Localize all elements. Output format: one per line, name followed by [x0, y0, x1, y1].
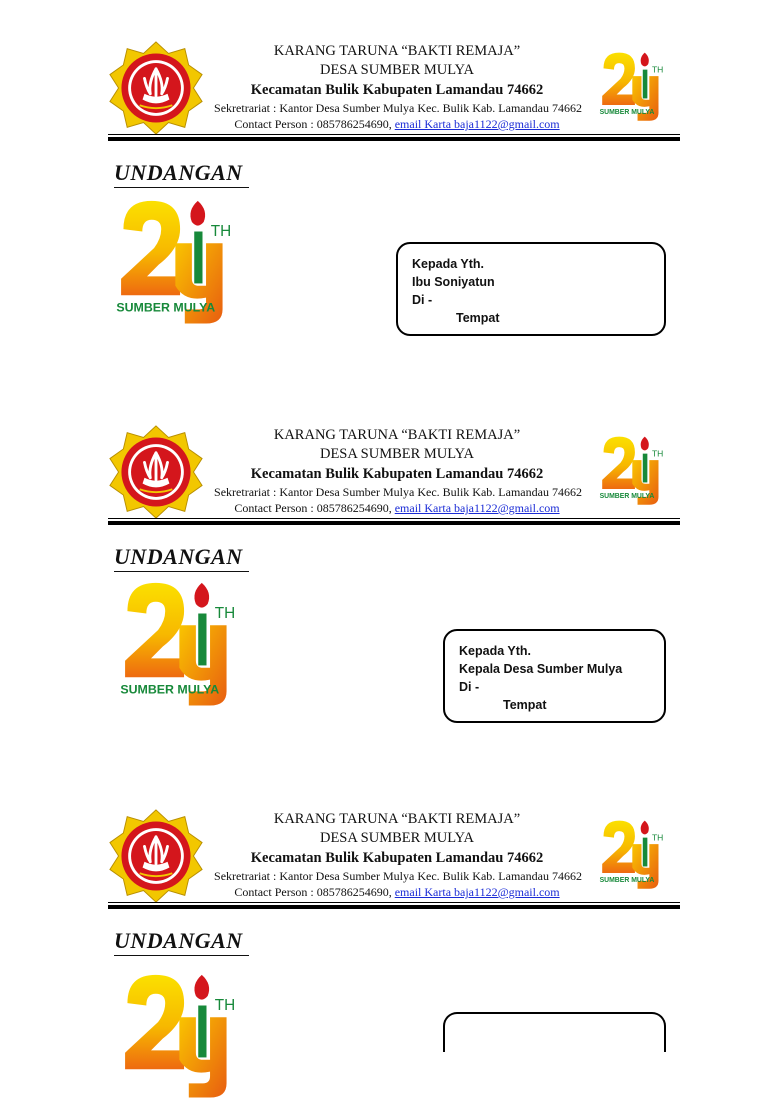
email-link[interactable]: email Karta baja1122@gmail.com — [394, 885, 560, 899]
recipient-address-box — [443, 1012, 666, 1052]
header-rule-thick — [108, 905, 680, 909]
karang-taruna-emblem-icon — [108, 808, 204, 904]
invitation-title: UNDANGAN — [114, 928, 249, 956]
invitation-title: UNDANGAN — [114, 544, 249, 572]
invitation-card-2 — [0, 384, 768, 768]
header-rule-thick — [108, 521, 680, 525]
recipient-name: Ibu Soniyatun — [412, 275, 495, 289]
anniversary-th: TH — [651, 64, 664, 75]
header-rule-thick — [108, 137, 680, 141]
recipient-name: Kepala Desa Sumber Mulya — [459, 662, 623, 676]
village-name: DESA SUMBER MULYA — [319, 446, 475, 462]
anniversary-logo-large-icon — [114, 196, 232, 326]
anniversary-th: TH — [210, 223, 232, 241]
letterhead — [108, 384, 680, 515]
anniversary-place: SUMBER MULYA — [599, 877, 655, 885]
salutation: Kepada Yth. — [412, 257, 485, 271]
header-rule-thin — [108, 902, 680, 903]
district-line: Kecamatan Bulik Kabupaten Lamandau 74662 — [250, 850, 544, 866]
anniversary-place: SUMBER MULYA — [599, 109, 655, 117]
anniversary-logo-large-icon — [118, 970, 236, 1100]
recipient-di: Di - — [459, 680, 480, 694]
invitation-card-1 — [0, 0, 768, 384]
recipient-tempat: Tempat — [456, 311, 500, 325]
invitation-title: UNDANGAN — [114, 160, 249, 188]
contact-line — [204, 884, 590, 900]
header-rule-thin — [108, 518, 680, 519]
anniversary-logo-icon — [596, 50, 666, 122]
contact-person: Contact Person : 085786254690, — [234, 885, 395, 899]
organization-info — [204, 42, 590, 132]
anniversary-th: TH — [214, 997, 236, 1015]
email-link[interactable]: email Karta baja1122@gmail.com — [394, 117, 560, 131]
anniversary-logo-icon — [596, 434, 666, 506]
organization-name: KARANG TARUNA “BAKTI REMAJA” — [273, 811, 521, 827]
contact-line — [204, 116, 590, 132]
anniversary-logo-icon — [596, 818, 666, 890]
anniversary-th: TH — [214, 605, 236, 623]
recipient-tempat: Tempat — [503, 698, 547, 712]
karang-taruna-emblem-icon — [108, 40, 204, 136]
recipient-di: Di - — [412, 293, 433, 307]
village-name: DESA SUMBER MULYA — [319, 830, 475, 846]
letterhead — [108, 768, 680, 899]
organization-name: KARANG TARUNA “BAKTI REMAJA” — [273, 43, 521, 59]
secretariat-address: Sekretrariat : Kantor Desa Sumber Mulya Kec. Bulik Kab. Lamandau 74662 — [214, 101, 582, 115]
contact-person: Contact Person : 085786254690, — [234, 117, 395, 131]
secretariat-address: Sekretrariat : Kantor Desa Sumber Mulya Kec. Bulik Kab. Lamandau 74662 — [214, 485, 582, 499]
contact-person: Contact Person : 085786254690, — [234, 501, 395, 515]
village-name: DESA SUMBER MULYA — [319, 62, 475, 78]
karang-taruna-emblem-icon — [108, 424, 204, 520]
district-line: Kecamatan Bulik Kabupaten Lamandau 74662 — [250, 82, 544, 98]
invitation-card-3 — [0, 768, 768, 1024]
contact-line — [204, 500, 590, 516]
anniversary-place: SUMBER MULYA — [120, 682, 220, 697]
anniversary-logo-large-icon — [118, 578, 236, 708]
organization-name: KARANG TARUNA “BAKTI REMAJA” — [273, 427, 521, 443]
header-rule-thin — [108, 134, 680, 135]
recipient-address-box — [396, 242, 666, 336]
letterhead — [108, 0, 680, 131]
organization-info — [204, 810, 590, 900]
recipient-address-box — [443, 629, 666, 723]
salutation: Kepada Yth. — [459, 644, 532, 658]
anniversary-th: TH — [651, 832, 664, 843]
organization-info — [204, 426, 590, 516]
anniversary-place: SUMBER MULYA — [116, 300, 216, 315]
email-link[interactable]: email Karta baja1122@gmail.com — [394, 501, 560, 515]
district-line: Kecamatan Bulik Kabupaten Lamandau 74662 — [250, 466, 544, 482]
secretariat-address: Sekretrariat : Kantor Desa Sumber Mulya Kec. Bulik Kab. Lamandau 74662 — [214, 869, 582, 883]
anniversary-place: SUMBER MULYA — [599, 493, 655, 501]
anniversary-th: TH — [651, 448, 664, 459]
